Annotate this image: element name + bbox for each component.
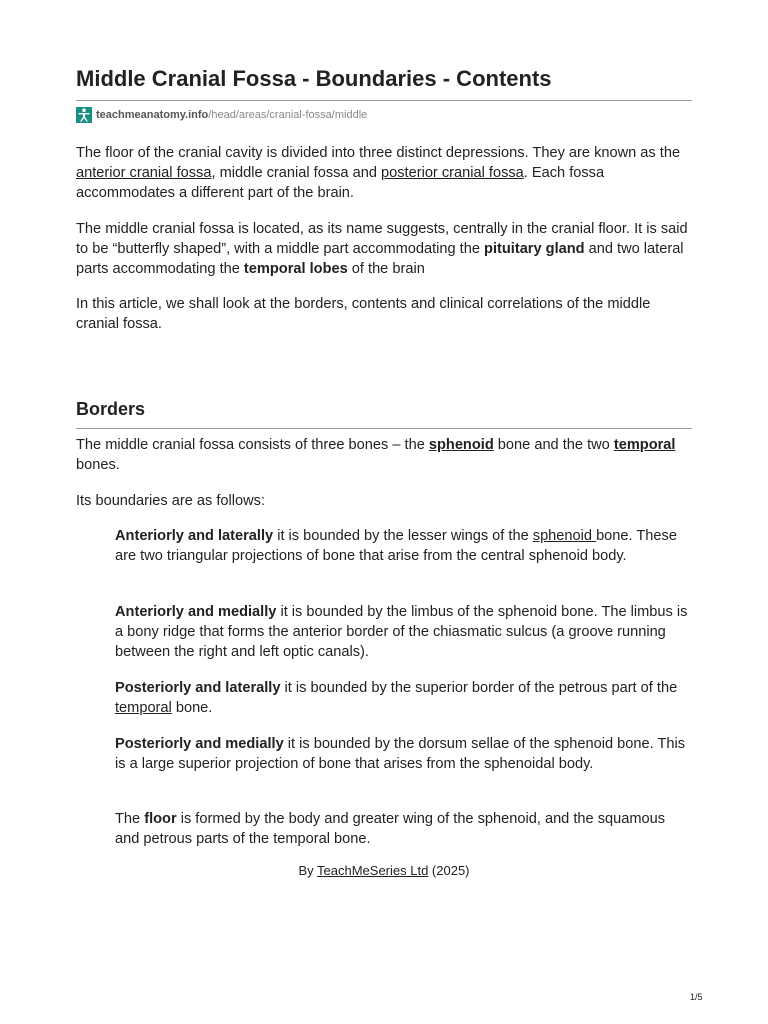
text: it is bounded by the lesser wings of the bbox=[273, 528, 533, 544]
text: The floor of the cranial cavity is divided into three distinct depressions. They are known as the bbox=[76, 145, 681, 161]
teachmeanatomy-favicon-icon bbox=[76, 107, 92, 123]
text: . Each fossa accommodates a different part of the brain. bbox=[76, 165, 605, 202]
boundary-item-posterolateral bbox=[115, 678, 692, 718]
text: bone. These are two triangular projections of bone that arise from the central sphenoid body. bbox=[115, 528, 677, 565]
pituitary-gland-bold: pituitary gland bbox=[484, 241, 585, 258]
boundary-item-anterolateral bbox=[115, 526, 692, 566]
credit-line bbox=[76, 863, 692, 878]
boundary-label: Anteriorly and medially bbox=[115, 604, 277, 620]
text: , middle cranial fossa and bbox=[211, 165, 382, 182]
text: The middle cranial fossa consists of three bones – the bbox=[76, 437, 429, 453]
page-title: Middle Cranial Fossa - Boundaries - Contents bbox=[76, 66, 552, 91]
temporal-lobes-bold: temporal lobes bbox=[243, 261, 348, 278]
text: it is bounded by the dorsum sellae of the sphenoid bone. This is a large superior projection of bone that arises from the sphenoidal body. bbox=[115, 736, 686, 773]
posterior-cranial-fossa-link[interactable]: posterior cranial fossa bbox=[381, 165, 524, 182]
teachmeseries-link[interactable]: TeachMeSeries Ltd bbox=[317, 863, 429, 878]
boundary-label: Posteriorly and laterally bbox=[115, 680, 281, 696]
source-url[interactable] bbox=[76, 106, 367, 124]
text: The bbox=[115, 811, 145, 827]
text: it is bounded by the limbus of the sphenoid bone. The limbus is a bony ridge that forms the anterior border of the chiasmatic sulcus (a groove running between the right and left optic canals). bbox=[115, 604, 688, 661]
boundary-item-anteromedial bbox=[115, 602, 692, 663]
borders-paragraph-2: Its boundaries are as follows: bbox=[76, 493, 266, 509]
text: bone. bbox=[171, 700, 213, 717]
intro-paragraph-1 bbox=[76, 143, 692, 204]
title-divider bbox=[76, 100, 692, 101]
page-number: 1/5 bbox=[690, 992, 703, 1002]
sphenoid-bone-link[interactable]: sphenoid bbox=[532, 528, 597, 544]
borders-divider bbox=[76, 428, 692, 429]
text: and two lateral parts accommodating the bbox=[76, 241, 684, 278]
temporal-bone-link[interactable]: temporal bbox=[115, 700, 172, 717]
text: of the brain bbox=[347, 261, 425, 278]
sphenoid-link[interactable]: sphenoid bbox=[428, 437, 494, 453]
text: is formed by the body and greater wing of the sphenoid, and the squamous and petrous parts of the temporal bone. bbox=[115, 811, 666, 848]
text: By bbox=[298, 863, 318, 878]
floor-bold: floor bbox=[144, 811, 177, 827]
temporal-link[interactable]: temporal bbox=[613, 437, 676, 453]
intro-paragraph-3: In this article, we shall look at the borders, contents and clinical correlations of the middle cranial fossa. bbox=[76, 296, 651, 333]
text: it is bounded by the superior border of the petrous part of the bbox=[280, 680, 678, 696]
text: bone and the two bbox=[493, 437, 614, 453]
source-domain[interactable]: teachmeanatomy.info bbox=[96, 109, 209, 121]
boundary-item-posteromedial bbox=[115, 734, 692, 774]
boundary-label: Posteriorly and medially bbox=[115, 736, 284, 752]
borders-paragraph-1 bbox=[76, 435, 692, 475]
intro-paragraph-2 bbox=[76, 219, 692, 280]
text: The middle cranial fossa is located, as its name suggests, centrally in the cranial floor. It is said to be “butterfly shaped”, with a middle part accommodating the bbox=[76, 221, 688, 258]
boundary-label: Anteriorly and laterally bbox=[115, 528, 274, 544]
text: bones. bbox=[76, 457, 120, 474]
boundary-item-floor bbox=[115, 809, 692, 849]
anterior-cranial-fossa-link[interactable]: anterior cranial fossa bbox=[76, 165, 212, 182]
borders-heading: Borders bbox=[76, 399, 146, 419]
text: (2025) bbox=[428, 863, 470, 878]
source-path[interactable]: /head/areas/cranial-fossa/middle bbox=[208, 109, 368, 121]
